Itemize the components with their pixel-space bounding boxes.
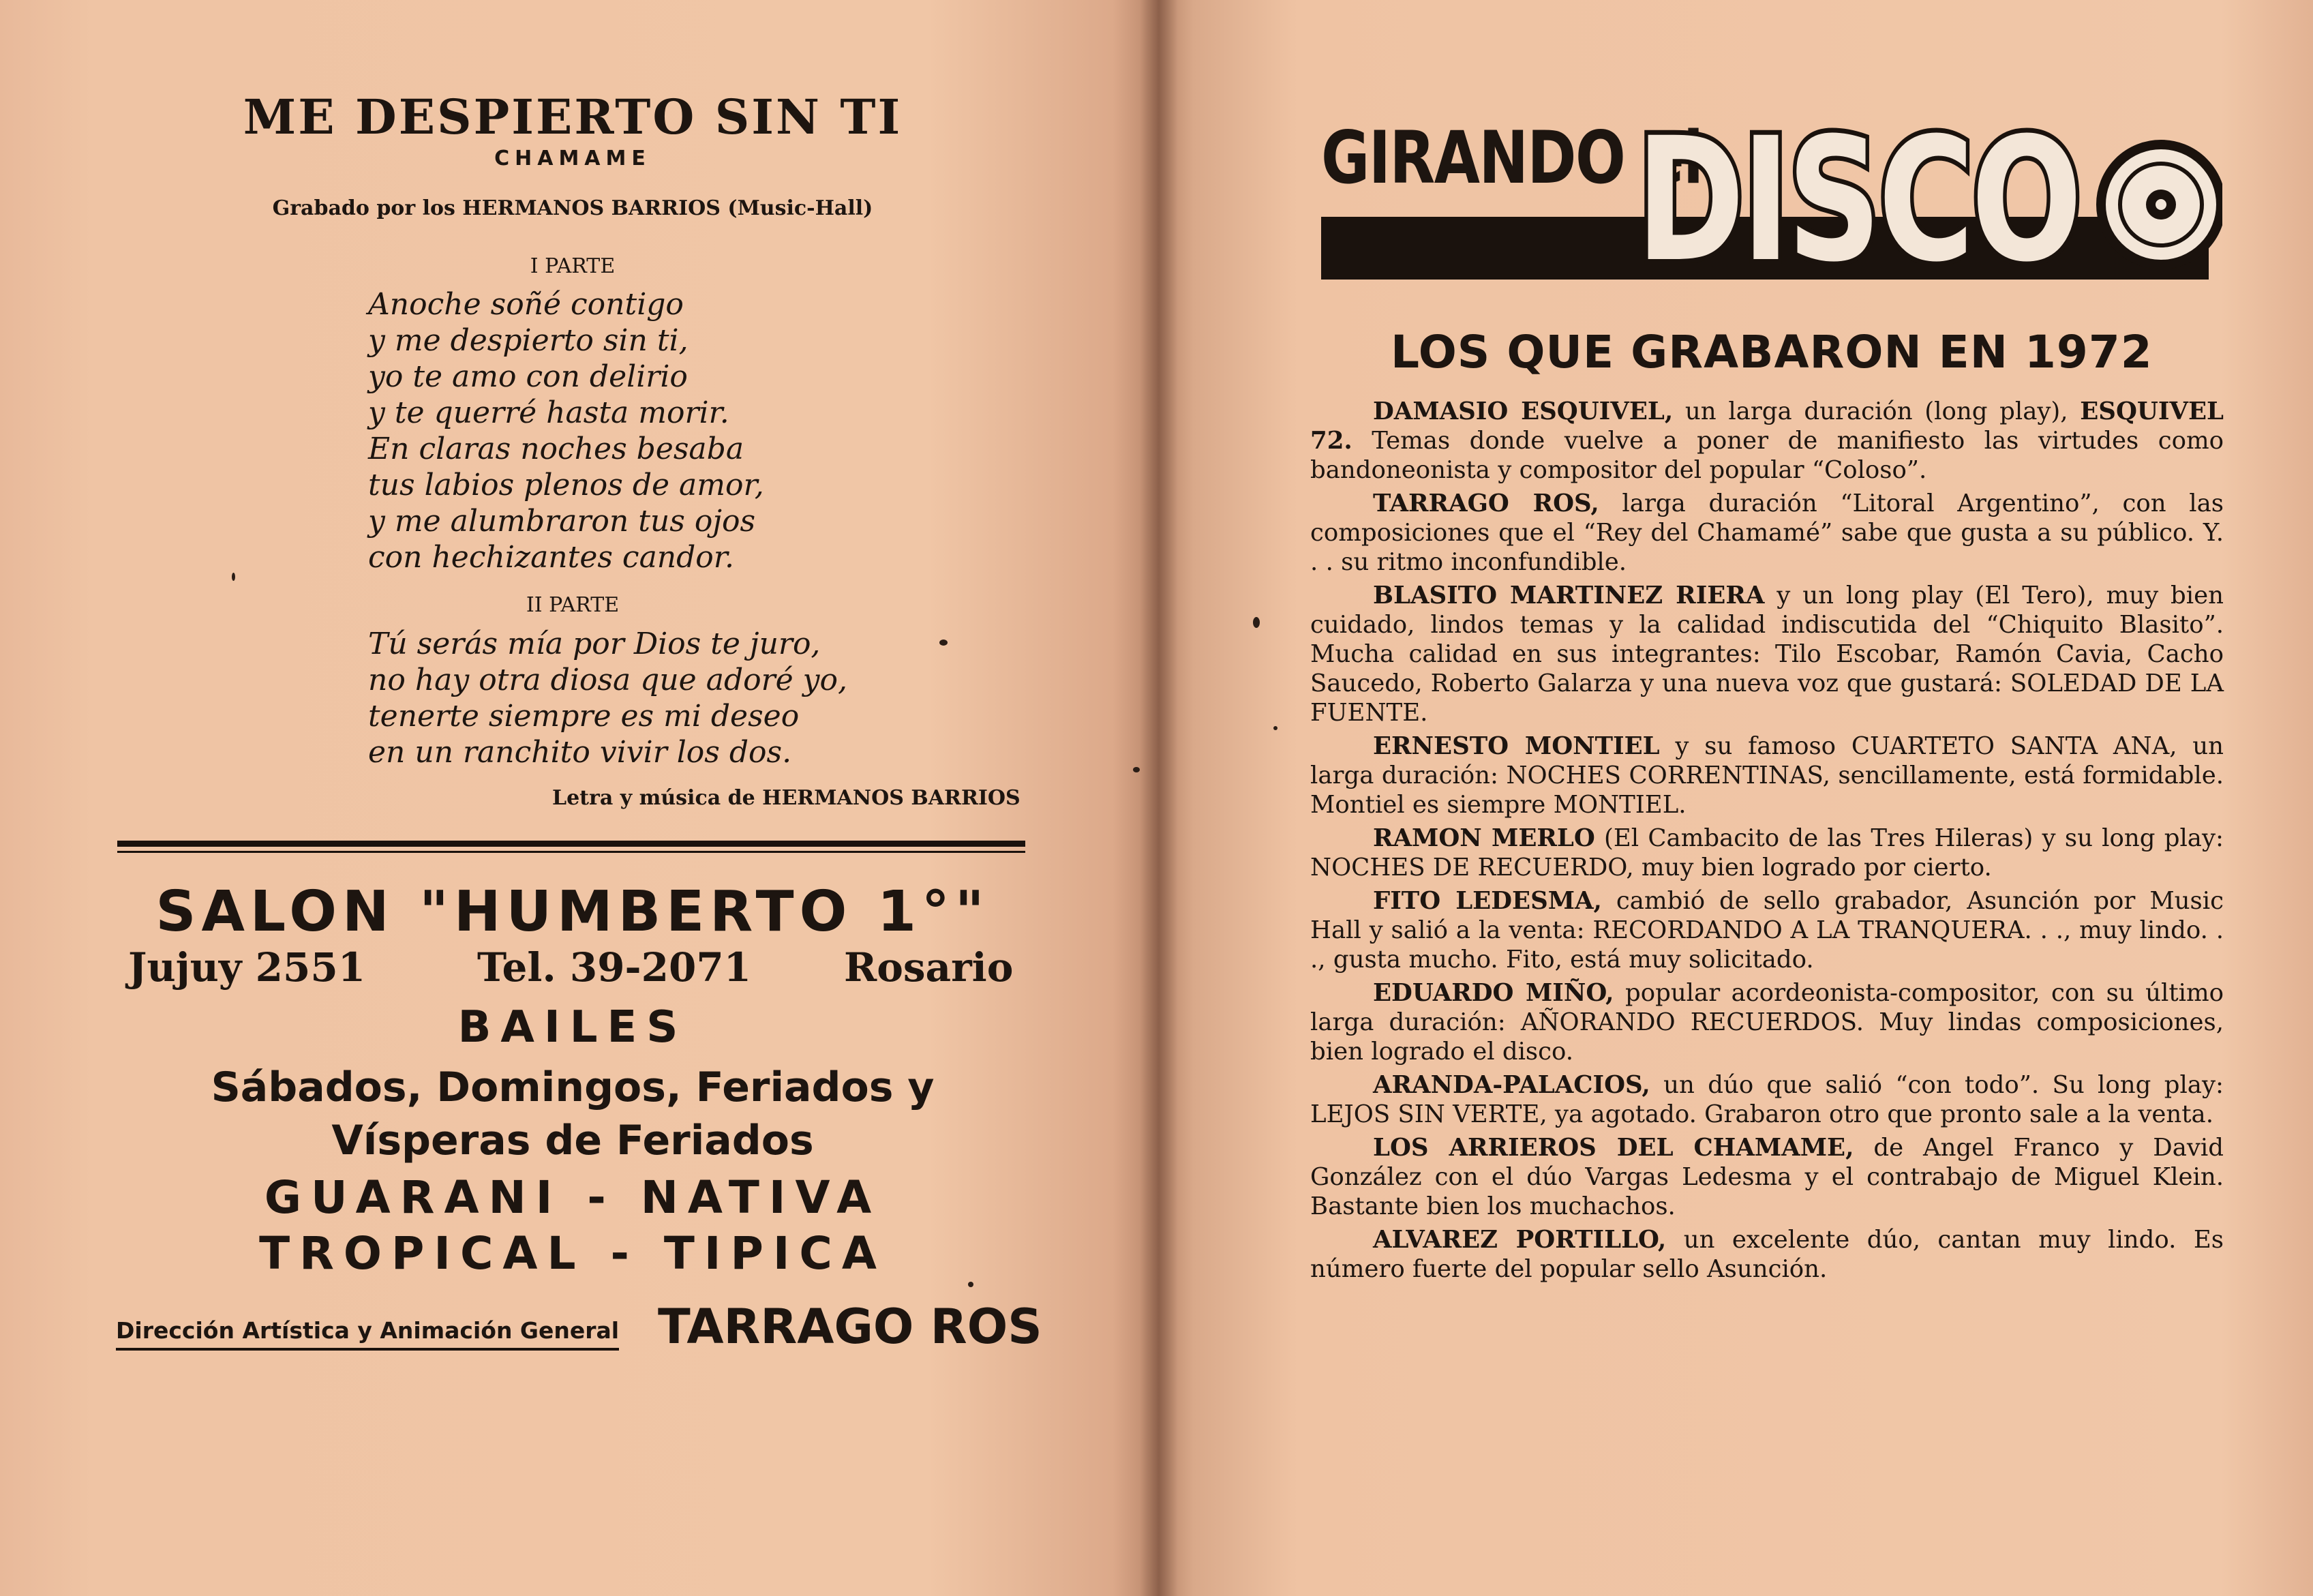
list-item bbox=[1310, 824, 2224, 882]
ink-speck bbox=[968, 1282, 973, 1287]
list-item bbox=[1310, 1070, 2224, 1129]
verse-line: Tú serás mía por Dios te juro, bbox=[368, 627, 821, 661]
entry-text: y un long play (El Tero), muy bien cuidado, lindos temas y la calidad indiscutida del “Chiquito Blasito”. Mucha calidad en sus integrantes: Tilo Escobar, Ramón Cavia, Cacho Saucedo, Roberto Galarza y una nueva voz que gustará: SOLEDAD DE LA FUENTE. bbox=[1310, 582, 2224, 727]
ad-days-line-1: Sábados, Domingos, Feriados y bbox=[211, 1064, 935, 1111]
ad-salon-title: SALON "HUMBERTO 1°" bbox=[155, 879, 990, 944]
list-item bbox=[1310, 886, 2224, 974]
verse-line: Anoche soñé contigo bbox=[368, 287, 684, 322]
list-item bbox=[1310, 732, 2224, 819]
list-item bbox=[1310, 489, 2224, 577]
entry-album: ESQUIVEL 72. bbox=[1310, 397, 2224, 455]
entry-text: popular acordeonista-compositor, con su último larga duración: AÑORANDO RECUERDOS. Muy lindas composiciones, bien logrado el disco. bbox=[1310, 979, 2224, 1066]
part-one-heading: I PARTE bbox=[530, 254, 616, 278]
ad-bailes: BAILES bbox=[457, 1002, 688, 1053]
recorded-by: Grabado por los HERMANOS BARRIOS (Music-Hall) bbox=[272, 196, 873, 220]
entry-artist: TARRAGO ROS, bbox=[1373, 490, 1599, 517]
song-genre: CHAMAME bbox=[494, 147, 651, 170]
list-item bbox=[1310, 1225, 2224, 1284]
verse-line: con hechizantes candor. bbox=[368, 540, 734, 575]
verse-line: no hay otra diosa que adoré yo, bbox=[368, 663, 847, 697]
song-credit: Letra y música de HERMANOS BARRIOS bbox=[552, 786, 1021, 810]
list-item bbox=[1310, 581, 2224, 727]
entry-artist: DAMASIO ESQUIVEL, bbox=[1373, 397, 1674, 425]
entry-text: cambió de sello grabador, Asunción por Music Hall y salió a la venta: RECORDANDO A LA TRANQUERA. . ., muy lindo. . ., gusta mucho. Fito, está muy solicitado. bbox=[1310, 887, 2224, 974]
ad-city: Rosario bbox=[844, 944, 1014, 991]
verse-line: tenerte siempre es mi deseo bbox=[368, 699, 800, 734]
part-one-verse bbox=[368, 286, 1050, 575]
record-icon-hole bbox=[2156, 199, 2166, 210]
verse-line: y te querré hasta morir. bbox=[368, 395, 729, 430]
entry-text: Temas donde vuelve a poner de manifiesto las virtudes como bandoneonista y compositor del popular “Coloso”. bbox=[1310, 427, 2224, 484]
list-item bbox=[1310, 397, 2224, 485]
ink-speck bbox=[1133, 767, 1140, 772]
divider bbox=[117, 841, 1025, 847]
verse-line: en un ranchito vivir los dos. bbox=[368, 735, 792, 770]
entry-artist: BLASITO MARTINEZ RIERA bbox=[1373, 582, 1765, 609]
ad-street: Jujuy 2551 bbox=[128, 944, 366, 991]
ad-genres-line-2: TROPICAL - TIPICA bbox=[259, 1227, 886, 1280]
list-item bbox=[1310, 1133, 2224, 1221]
entry-artist: ALVAREZ PORTILLO, bbox=[1373, 1226, 1667, 1254]
ink-speck bbox=[939, 639, 948, 646]
ad-days-line-2: Vísperas de Feriados bbox=[331, 1117, 814, 1164]
ink-speck bbox=[232, 573, 235, 581]
entries-list bbox=[1310, 397, 2224, 1288]
verse-line: tus labios plenos de amor, bbox=[368, 468, 764, 502]
verse-line: En claras noches besaba bbox=[368, 432, 744, 466]
ad-genres-line-1: GUARANI - NATIVA bbox=[264, 1171, 881, 1224]
header-girando: GIRANDO el bbox=[1321, 116, 1703, 200]
ad-phone: Tel. 39-2071 bbox=[477, 944, 752, 991]
ink-speck bbox=[1253, 617, 1260, 628]
section-title: LOS QUE GRABARON EN 1972 bbox=[1391, 326, 2153, 378]
entry-artist: ERNESTO MONTIEL bbox=[1373, 732, 1660, 760]
entry-text: (El Cambacito de las Tres Hileras) y su long play: NOCHES DE RECUERDO, muy bien logrado por cierto. bbox=[1310, 824, 2224, 882]
entry-text: de Angel Franco y David González con el dúo Vargas Ledesma y el contrabajo de Miguel Klein. Bastante bien los muchachos. bbox=[1310, 1134, 2224, 1220]
entry-text: un larga duración (long play), bbox=[1673, 397, 2081, 425]
entry-artist: RAMON MERLO bbox=[1373, 824, 1595, 852]
part-two-heading: II PARTE bbox=[526, 593, 620, 617]
verse-line: y me despierto sin ti, bbox=[368, 323, 689, 358]
entry-text: larga duración “Litoral Argentino”, con las composiciones que el “Rey del Chamamé” sabe que gusta a su público. Y. . . su ritmo inconfundible. bbox=[1310, 490, 2224, 576]
entry-text: un dúo que salió “con todo”. Su long play: LEJOS SIN VERTE, ya agotado. Grabaron otro que pronto sale a la venta. bbox=[1310, 1071, 2224, 1128]
ad-director: TARRAGO ROS bbox=[658, 1299, 1042, 1355]
ink-speck bbox=[1273, 726, 1278, 730]
list-item bbox=[1310, 978, 2224, 1066]
entry-artist: ARANDA-PALACIOS, bbox=[1373, 1071, 1650, 1099]
divider bbox=[117, 851, 1025, 853]
entry-artist: FITO LEDESMA, bbox=[1373, 887, 1602, 915]
entry-text: un excelente dúo, cantan muy lindo. Es número fuerte del popular sello Asunción. bbox=[1310, 1226, 2224, 1283]
song-title: ME DESPIERTO SIN TI bbox=[243, 89, 903, 145]
book-gutter bbox=[1140, 0, 1178, 1596]
part-two-verse bbox=[368, 626, 1050, 770]
disco-logo bbox=[1622, 95, 2222, 293]
verse-line: y me alumbraron tus ojos bbox=[368, 504, 756, 539]
ad-direction-label: Dirección Artística y Animación General bbox=[116, 1317, 619, 1351]
disco-logo-text: DISCO bbox=[1636, 101, 2079, 293]
entry-artist: LOS ARRIEROS DEL CHAMAME, bbox=[1373, 1134, 1854, 1162]
entry-artist: EDUARDO MIÑO, bbox=[1373, 979, 1614, 1007]
entry-text: y su famoso CUARTETO SANTA ANA, un larga duración: NOCHES CORRENTINAS, sencillamente, está formidable. Montiel es siempre MONTIEL. bbox=[1310, 732, 2224, 819]
verse-line: yo te amo con delirio bbox=[368, 359, 688, 394]
